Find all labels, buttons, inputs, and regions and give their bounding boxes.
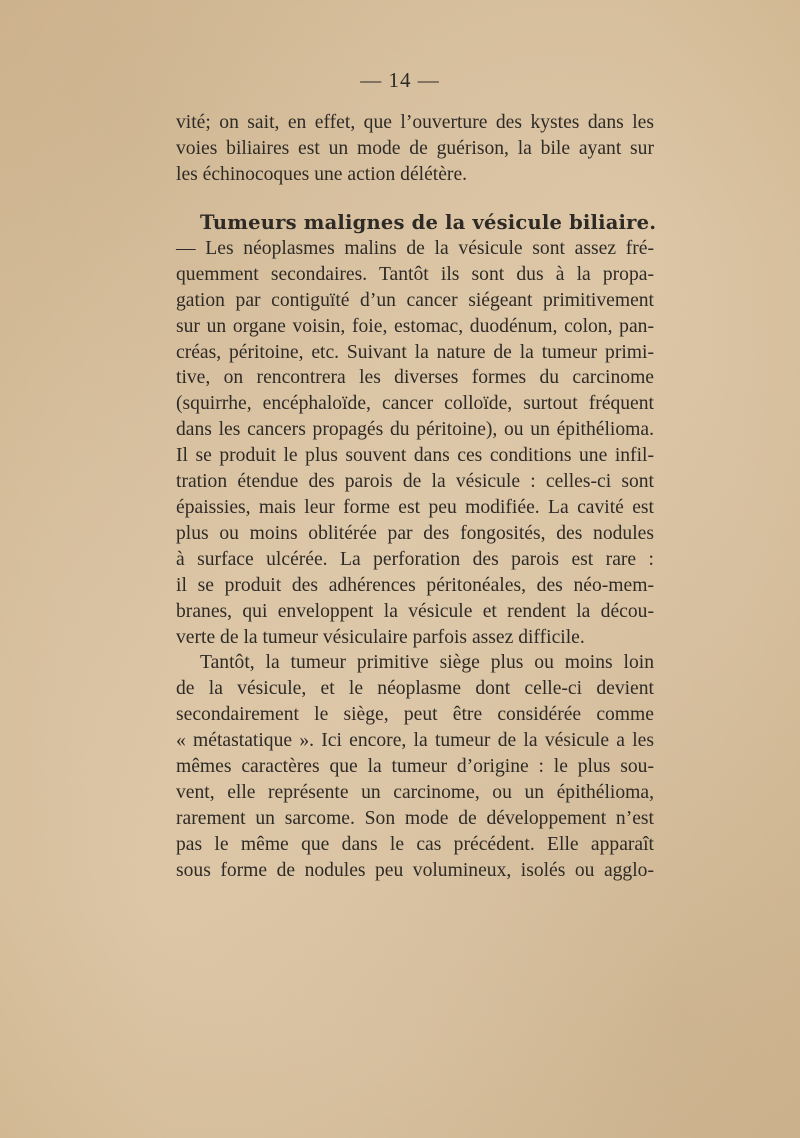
text-line: de la vésicule, et le néoplasme dont celle-ci devient [176,678,654,700]
text-line: sous forme de nodules peu volumineux, isolés ou agglo- [176,859,654,881]
paragraph-continuation [176,110,654,188]
text-line: verte de la tumeur vésiculaire parfois assez difficile. [176,626,585,648]
text-line: plus ou moins oblitérée par des fongosités, des nodules [176,522,654,544]
text-line: sur un organe voisin, foie, estomac, duodénum, colon, pan- [176,315,654,337]
text-line: mêmes caractères que la tumeur d’origine : le plus sou- [176,756,654,778]
text-line: rarement un sarcome. Son mode de développement n’est [176,807,654,829]
text-line: pas le même que dans le cas précédent. Elle apparaît [176,833,654,855]
text-line: — Les néoplasmes malins de la vésicule sont assez fré- [176,237,654,259]
text-line: les échinocoques une action délétère. [176,163,468,185]
page-number: — 14 — [360,68,440,92]
text-line: tration étendue des parois de la vésicule : celles-ci sont [176,471,654,493]
text-line: Il se produit le plus souvent dans ces conditions une infil- [176,445,654,467]
text-line: voies biliaires est un mode de guérison, la bile ayant sur [176,137,654,159]
text-line: (squirrhe, encéphaloïde, cancer colloïde, surtout fréquent [176,393,654,415]
text-line: branes, qui enveloppent la vésicule et rendent la décou- [176,600,654,622]
text-line: vent, elle représente un carcinome, ou un épithélioma, [176,781,654,803]
text-line: secondairement le siège, peut être considérée comme [176,704,654,726]
text-line: à surface ulcérée. La perforation des parois est rare : [176,548,654,570]
text-line: créas, péritoine, etc. Suivant la nature de la tumeur primi- [176,341,654,363]
text-line: quemment secondaires. Tantôt ils sont dus à la propa- [176,263,654,285]
text-line: dans les cancers propagés du péritoine), ou un épithélioma. [176,419,654,441]
section-heading: Tumeurs malignes de la vésicule biliaire. [200,211,657,234]
text-line: épaissies, mais leur forme est peu modifiée. La cavité est [176,496,654,518]
text-line: Tantôt, la tumeur primitive siège plus ou moins loin [200,652,654,674]
section-malignant-tumors [176,210,657,884]
text-line: « métastatique ». Ici encore, la tumeur de la vésicule a les [176,730,654,752]
text-line: il se produit des adhérences péritonéales, des néo-mem- [176,574,654,596]
text-line: tive, on rencontrera les diverses formes du carcinome [176,367,654,389]
text-line: vité; on sait, en effet, que l’ouverture des kystes dans les [176,112,654,133]
text-line: gation par contiguïté d’un cancer siégeant primitivement [176,289,654,311]
